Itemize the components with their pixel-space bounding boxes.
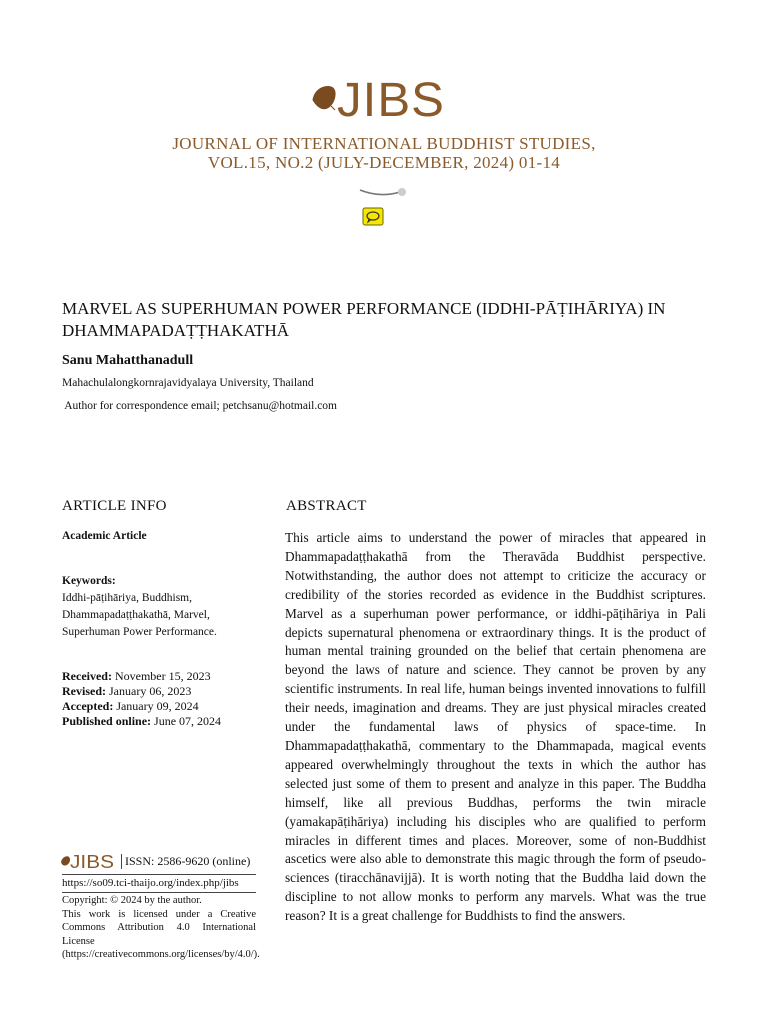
copyright-notice	[62, 894, 260, 962]
article-type: Academic Article	[62, 530, 147, 542]
article-info-heading: ARTICLE INFO	[62, 498, 167, 514]
article-title: MARVEL AS SUPERHUMAN POWER PERFORMANCE (IDDHI-PĀṬIHĀRIYA) IN DHAMMAPADAṬṬHAKATHĀ	[62, 299, 666, 340]
received-date: Received: November 15, 2023	[62, 669, 211, 683]
journal-name: JOURNAL OF INTERNATIONAL BUDDHIST STUDIES,	[172, 134, 596, 153]
jibs-logo	[311, 74, 451, 124]
keywords-line: Iddhi-pāṭihāriya, Buddhism,	[62, 592, 192, 604]
keywords-line: Dhammapadaṭṭhakathā, Marvel,	[62, 609, 210, 621]
bodhi-leaf-icon	[61, 856, 70, 865]
published-date: Published online: June 07, 2024	[62, 714, 222, 728]
journal-url-link[interactable]: https://so09.tci-thaijo.org/index.php/jibs	[62, 874, 256, 893]
article-dates	[62, 669, 272, 729]
author-affiliation: Mahachulalongkornrajavidyalaya University, Thailand	[62, 377, 314, 389]
copyright-line: Copyright: © 2024 by the author.	[62, 895, 202, 906]
license-text: This work is licensed under a Creative Commons Attribution 4.0 International License (https://creativecommons.org/licenses/by/4.0/).	[62, 908, 260, 960]
keywords-line: Superhuman Power Performance.	[62, 626, 217, 638]
chat-bubble-icon[interactable]	[362, 207, 384, 226]
abstract-body: This article aims to understand the power of miracles that appeared in Dhammapadaṭṭhakathā from the Theravāda Buddhist perspective. Notwithstanding, the author does not attempt to criticize the accuracy or credibility of the stories recorded as evidence in the Buddhist scriptures. Marvel as a superhuman power performance, or iddhi-pāṭihāriya in Pali depicts supernatural phenomena or extraordinary things. It is the product of human mental training grounded on the belief that certain phenomena are beyond the laws of nature and science. They cannot be proven by any scientific instruments. In real life, human beings invented innovations to fulfill their needs, imagination and dreams. They are just physical miracles created under the fundamental laws of physics of space-time. In Dhammapadaṭṭhakathā, commentary to the Dhammapada, magical events appeared overwhelmingly throughout the texts in which the author has selected just some of them to present and analyze in this paper. The Buddha himself, like all previous Buddhas, performs the twin miracle (yamakapāṭihāriya) including his disciples who are qualified to perform miracles in different times and places. Moreover, some of non-Buddhist ascetics were also able to demonstrate this magic through the form of pseudo-sciences (tiracchānavijjā). It is worth noting that the Buddha laid down the discipline to not allow monks to perform any marvels. What was the true reason? It is a great challenge for Buddhists to find the answers.	[285, 530, 706, 924]
issn-row	[60, 852, 260, 870]
swoosh-decoration	[358, 186, 410, 200]
logo-text: JIBS	[337, 74, 445, 124]
journal-volume: VOL.15, NO.2 (JULY-DECEMBER, 2024) 01-14	[207, 153, 561, 172]
svg-text:JIBS: JIBS	[70, 852, 114, 870]
revised-date: Revised: January 06, 2023	[62, 684, 192, 698]
jibs-mini-logo	[60, 852, 118, 870]
author-name: Sanu Mahatthanadull	[62, 353, 194, 368]
keywords-label: Keywords:	[62, 575, 116, 587]
bodhi-leaf-icon	[313, 87, 335, 111]
issn-text: ISSN: 2586-9620 (online)	[121, 854, 250, 869]
accepted-date: Accepted: January 09, 2024	[62, 699, 199, 713]
abstract-heading: ABSTRACT	[286, 498, 367, 514]
keywords-block	[62, 573, 262, 641]
correspondence-email: Author for correspondence email; petchsanu@hotmail.com	[62, 400, 338, 412]
